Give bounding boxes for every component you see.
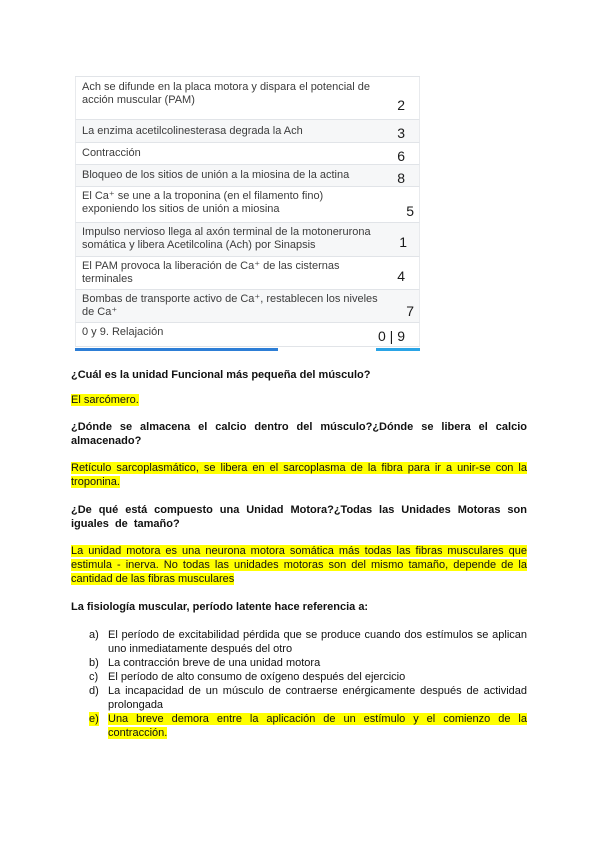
option-c: [89, 670, 527, 684]
question-text: ¿Cuál es la unidad Funcional más pequeña del músculo?: [71, 369, 371, 381]
row-text: El PAM provoca la liberación de Ca⁺ de las cisternas terminales: [82, 260, 340, 285]
option-text: La incapacidad de un músculo de contraerse enérgicamente después de actividad prolongada: [108, 685, 527, 711]
question-text: ¿De qué está compuesto una Unidad Motora?¿Todas las Unidades Motoras son iguales de tamaño?: [71, 504, 527, 530]
row-text: Bombas de transporte activo de Ca⁺, restablecen los niveles de Ca⁺: [82, 293, 378, 318]
row-number: 1: [399, 234, 407, 250]
row-number: 7: [406, 303, 414, 319]
table-row: [75, 165, 420, 187]
row-number: 5: [406, 203, 414, 219]
row-number: 0 | 9: [378, 328, 405, 344]
row-number: 2: [397, 97, 405, 113]
question-3: [71, 503, 527, 531]
table-row: [75, 77, 420, 120]
row-text: Contracción: [82, 147, 141, 159]
answer-text: El sarcómero.: [71, 394, 139, 406]
option-letter: a): [89, 629, 99, 641]
option-text: El período de excitabilidad pérdida que se produce cuando dos estímulos se aplican uno inmediatamente después del otro: [108, 629, 527, 655]
answer-text: La unidad motora es una neurona motora somática más todas las fibras musculares que estimula - inerva. No todas las unidades motoras son del mismo tamaño, depende de la cantidad de las fibras musculares: [71, 545, 527, 585]
answer-3: [71, 544, 527, 586]
table-underline: [75, 348, 420, 351]
table-row: [75, 187, 420, 223]
row-text: Impulso nervioso llega al axón terminal de la motonerurona somática y libera Acetilcolina (Ach) por Sinapsis: [82, 226, 371, 251]
option-a: [89, 628, 527, 656]
table-row: [75, 323, 420, 347]
option-letter: c): [89, 671, 99, 683]
option-text: El período de alto consumo de oxígeno después del ejercicio: [108, 671, 406, 683]
row-text: Ach se difunde en la placa motora y dispara el potencial de acción muscular (PAM): [82, 81, 371, 106]
question-4: [71, 600, 527, 614]
row-number: 6: [397, 148, 405, 164]
row-text: El Ca⁺ se une a la troponina (en el filamento fino) exponiendo los sitios de unión a miosina: [82, 190, 324, 215]
option-d: [89, 684, 527, 712]
answer-1: [71, 393, 527, 407]
question-2: [71, 420, 527, 448]
option-letter: d): [89, 685, 99, 697]
row-text: La enzima acetilcolinesterasa degrada la Ach: [82, 125, 303, 137]
sequence-table: [75, 76, 420, 347]
row-text: 0 y 9. Relajación: [82, 326, 164, 338]
options-list: [89, 628, 527, 740]
row-number: 8: [397, 170, 405, 186]
table-row: [75, 257, 420, 290]
table-row: [75, 120, 420, 143]
option-b: [89, 656, 527, 670]
row-text: Bloqueo de los sitios de unión a la miosina de la actina: [82, 169, 350, 181]
table-row: [75, 143, 420, 165]
question-text: ¿Dónde se almacena el calcio dentro del músculo?¿Dónde se libera el calcio almacenado?: [71, 421, 527, 447]
row-number: 3: [397, 125, 405, 141]
table-row: [75, 223, 420, 257]
option-letter: e): [89, 713, 99, 725]
table-row: [75, 290, 420, 323]
question-1: [71, 368, 527, 382]
option-letter: b): [89, 657, 99, 669]
option-text: La contracción breve de una unidad motora: [108, 657, 321, 669]
question-text: La fisiología muscular, período latente hace referencia a:: [71, 601, 369, 613]
option-text: Una breve demora entre la aplicación de un estímulo y el comienzo de la contracción.: [108, 713, 527, 739]
row-number: 4: [397, 268, 405, 284]
option-e-selected: [89, 712, 527, 740]
answer-2: [71, 461, 527, 489]
answer-text: Retículo sarcoplasmático, se libera en el sarcoplasma de la fibra para ir a unir-se con la troponina.: [71, 462, 527, 488]
